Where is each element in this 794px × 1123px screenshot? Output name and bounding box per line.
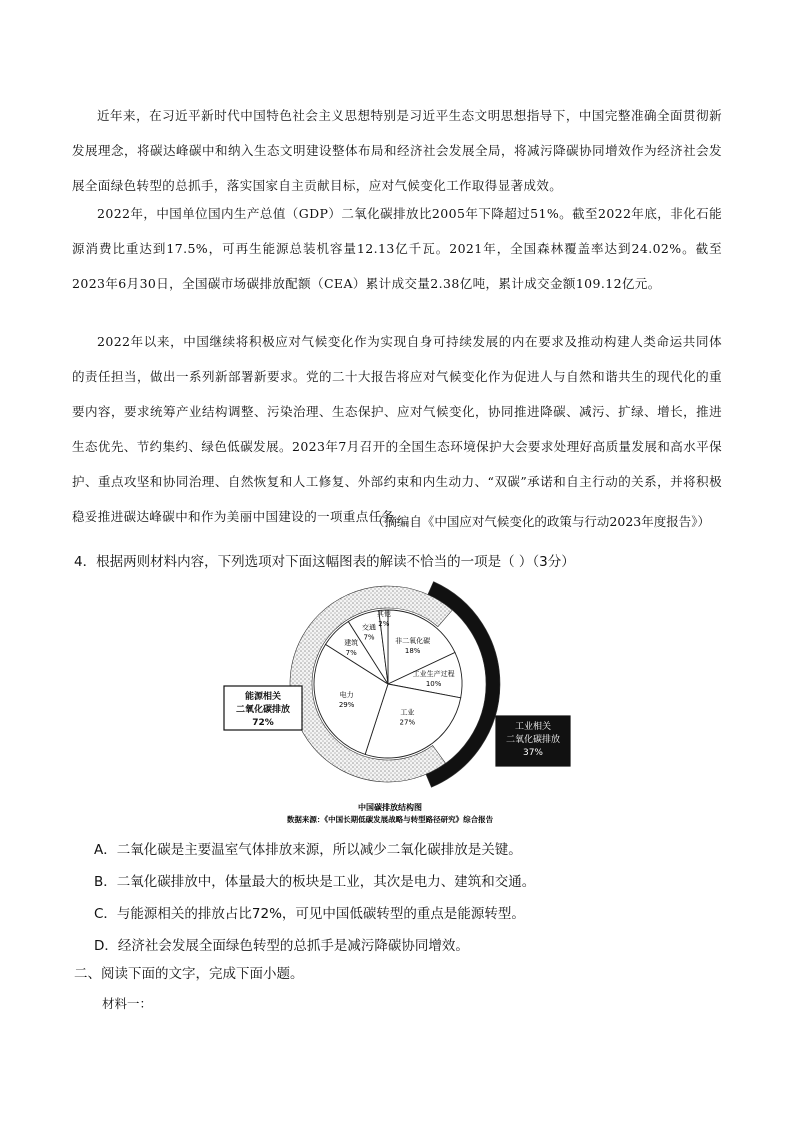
slice-value-4: 7%: [345, 649, 357, 658]
ring-callout-text-1-0: 工业相关: [514, 722, 552, 732]
chart-data-source: 数据来源：《中国长期低碳发展战略与转型路径研究》综合报告: [286, 815, 494, 824]
slice-name-3: 电力: [339, 690, 354, 699]
question-4: 4．根据两则材料内容，下列选项对下面这幅图表的解读不恰当的一项是（ ）（3分）: [74, 554, 575, 570]
slice-name-1: 工业生产过程: [412, 670, 455, 679]
option-d[interactable]: D．经济社会发展全面绿色转型的总抓手是减污降碳协同增效。: [94, 938, 469, 954]
option-c[interactable]: C．与能源相关的排放占比72%，可见中国低碳转型的重点是能源转型。: [94, 906, 525, 922]
slice-name-2: 工业: [400, 708, 415, 717]
slice-value-3: 29%: [338, 700, 355, 709]
slice-name-4: 建筑: [344, 639, 359, 648]
slice-value-0: 18%: [404, 647, 421, 656]
ring-callout-text-1-2: 37%: [522, 748, 544, 758]
section-heading: 二、阅读下面的文字，完成下面小题。: [74, 966, 304, 982]
carbon-emission-chart: [0, 578, 794, 838]
ring-callout-text-1-1: 二氧化碳排放: [505, 735, 561, 745]
option-a[interactable]: A．二氧化碳是主要温室气体排放来源，所以减少二氧化碳排放是关键。: [94, 842, 522, 858]
slice-name-0: 非二氧化碳: [395, 637, 431, 646]
paragraph-3: 2022年以来，中国继续将积极应对气候变化作为实现自身可持续发展的内在要求及推动构建人类命运共同体的责任担当，做出一系列新部署新要求。党的二十大报告将应对气候变化作为促进人与自然和谐共生的现代化的重要内容，要求统筹产业结构调整、污染治理、生态保护、应对气候变化，协同推进降碳、减污、扩绿、增长，推进生态优先、节约集约、绿色低碳发展。2023年7月召开的全国生态环境保护大会要求处理好高质量发展和高水平保护、重点攻坚和协同治理、自然恢复和人工修复、外部约束和内生动力、“双碳”承诺和自主行动的关系，并将积极稳妥推进碳达峰碳中和作为美丽中国建设的一项重点任务。: [72, 334, 722, 524]
slice-value-2: 27%: [399, 718, 416, 727]
ring-callout-text-0-0: 能源相关: [244, 692, 282, 702]
material-label: 材料一：: [102, 996, 153, 1011]
slice-value-6: 2%: [378, 620, 390, 629]
source-citation: （摘编自《中国应对气候变化的政策与行动2023年度报告》）: [371, 514, 710, 529]
ring-callout-text-0-2: 72%: [252, 718, 274, 728]
ring-callout-text-0-1: 二氧化碳排放: [235, 705, 291, 715]
chart-title: 中国碳排放结构图: [358, 803, 422, 812]
slice-value-1: 10%: [425, 680, 442, 689]
option-b[interactable]: B．二氧化碳排放中，体量最大的板块是工业，其次是电力、建筑和交通。: [94, 874, 536, 890]
slice-name-5: 交通: [362, 623, 377, 632]
paragraph-2: 2022年，中国单位国内生产总值（GDP）二氧化碳排放比2005年下降超过51%。截至2022年底，非化石能源消费比重达到17.5%，可再生能源总装机容量12.13亿千瓦。2021年，全国森林覆盖率达到24.02%。截至2023年6月30日，全国碳市场碳排放配额（CEA）累计成交量2.38亿吨，累计成交金额109.12亿元。: [72, 206, 722, 291]
slice-name-6: 其他: [376, 610, 391, 619]
paragraph-1: 近年来，在习近平新时代中国特色社会主义思想特别是习近平生态文明思想指导下，中国完整准确全面贯彻新发展理念，将碳达峰碳中和纳入生态文明建设整体布局和经济社会发展全局，将减污降碳协同增效作为经济社会发展全面绿色转型的总抓手，落实国家自主贡献目标，应对气候变化工作取得显著成效。: [72, 108, 722, 193]
slice-value-5: 7%: [363, 633, 375, 642]
